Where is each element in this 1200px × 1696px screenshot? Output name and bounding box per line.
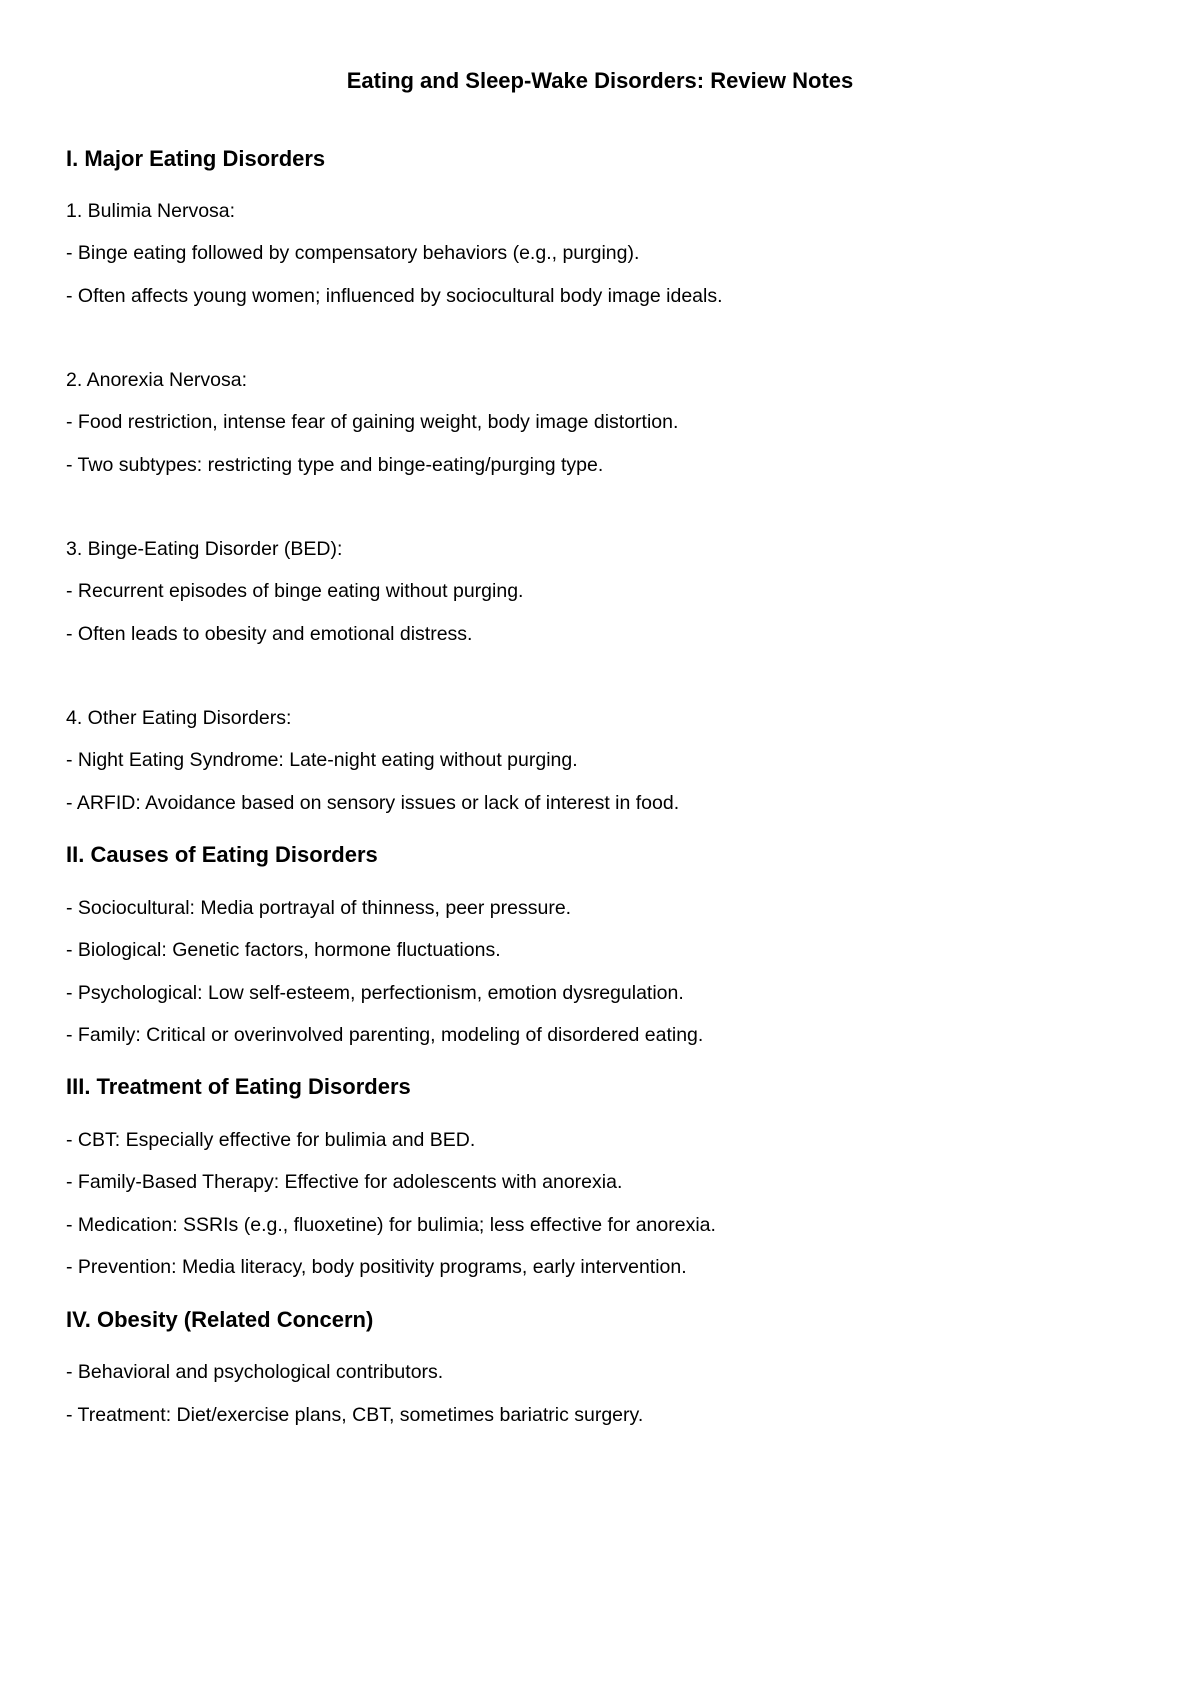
section-heading-major-eating-disorders: I. Major Eating Disorders (66, 146, 326, 171)
subsection-label-anorexia: 2. Anorexia Nervosa: (66, 369, 248, 391)
list-item: - CBT: Especially effective for bulimia and BED. (66, 1129, 476, 1151)
list-item: - Night Eating Syndrome: Late-night eating without purging. (66, 749, 578, 771)
list-item: - Two subtypes: restricting type and binge-eating/purging type. (66, 454, 604, 476)
list-item: - Food restriction, intense fear of gaining weight, body image distortion. (66, 411, 679, 433)
list-item: - Binge eating followed by compensatory behaviors (e.g., purging). (66, 242, 640, 264)
list-item: - Treatment: Diet/exercise plans, CBT, sometimes bariatric surgery. (66, 1404, 644, 1426)
list-item: - Biological: Genetic factors, hormone fluctuations. (66, 939, 501, 961)
list-item: - Often affects young women; influenced by sociocultural body image ideals. (66, 285, 723, 307)
document-title: Eating and Sleep-Wake Disorders: Review Notes (346, 68, 854, 93)
list-item: - Prevention: Media literacy, body positivity programs, early intervention. (66, 1256, 687, 1278)
list-item: - Recurrent episodes of binge eating without purging. (66, 580, 524, 602)
section-heading-causes: II. Causes of Eating Disorders (66, 842, 378, 867)
list-item: - Family: Critical or overinvolved parenting, modeling of disordered eating. (66, 1024, 704, 1046)
list-item: - Medication: SSRIs (e.g., fluoxetine) for bulimia; less effective for anorexia. (66, 1214, 716, 1236)
list-item: - Sociocultural: Media portrayal of thinness, peer pressure. (66, 897, 572, 919)
list-item: - Often leads to obesity and emotional distress. (66, 623, 473, 645)
list-item: - Behavioral and psychological contributors. (66, 1361, 444, 1383)
section-heading-obesity: IV. Obesity (Related Concern) (66, 1307, 374, 1332)
section-heading-treatment: III. Treatment of Eating Disorders (66, 1074, 411, 1099)
subsection-label-bed: 3. Binge-Eating Disorder (BED): (66, 538, 343, 560)
list-item: - Psychological: Low self-esteem, perfectionism, emotion dysregulation. (66, 982, 684, 1004)
subsection-label-bulimia: 1. Bulimia Nervosa: (66, 200, 236, 222)
subsection-label-other: 4. Other Eating Disorders: (66, 707, 292, 729)
list-item: - ARFID: Avoidance based on sensory issues or lack of interest in food. (66, 792, 680, 814)
list-item: - Family-Based Therapy: Effective for adolescents with anorexia. (66, 1171, 623, 1193)
